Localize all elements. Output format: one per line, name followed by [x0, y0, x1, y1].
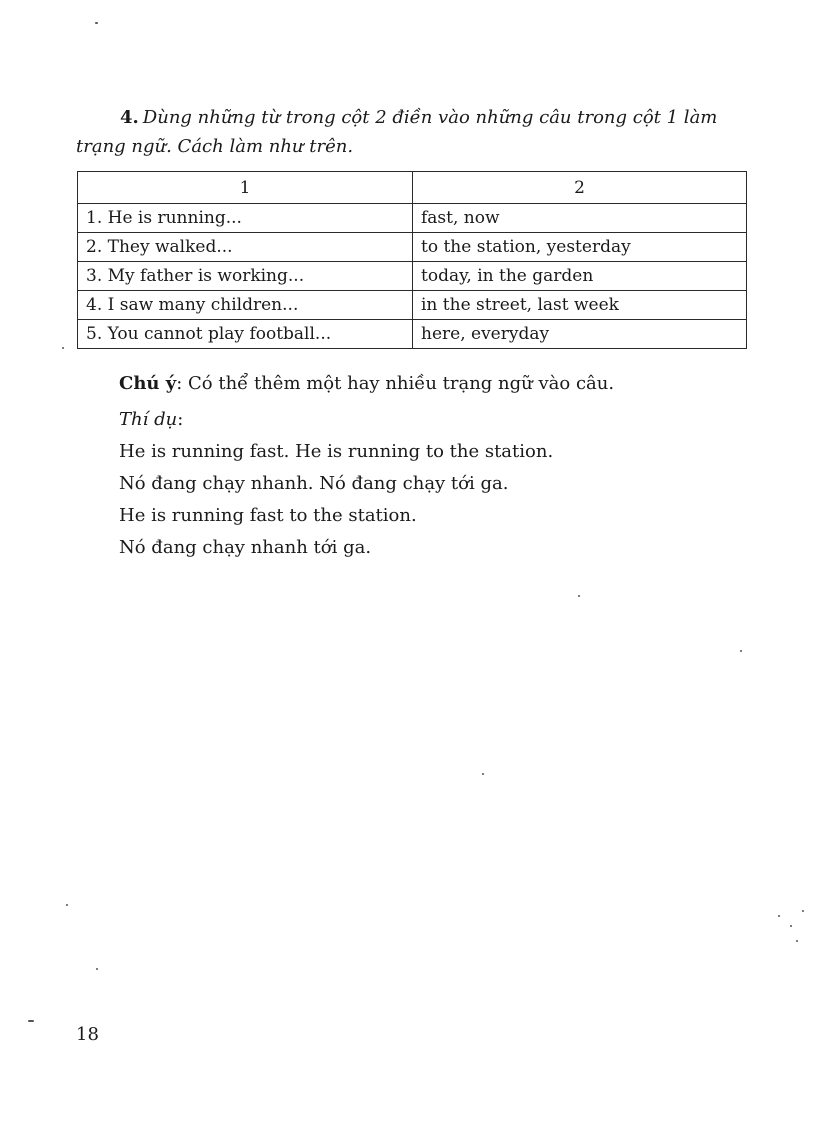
scan-speck [96, 968, 98, 970]
sentence-cell: 3. My father is working... [78, 262, 413, 291]
scan-speck [790, 925, 792, 927]
sentence-cell: 4. I saw many children... [78, 291, 413, 320]
scan-speck [796, 940, 798, 942]
exercise-table [77, 171, 747, 349]
sentence-cell: 5. You cannot play football... [78, 320, 413, 349]
note-paragraph [119, 368, 614, 400]
table-row [78, 320, 747, 349]
adverbial-cell: in the street, last week [413, 291, 747, 320]
scan-speck [28, 1020, 34, 1022]
scan-speck [778, 915, 780, 917]
example-label: Thí dụ [119, 409, 178, 430]
page-number: 18 [76, 1024, 99, 1045]
scan-speck [66, 904, 68, 906]
sentence-cell: 2. They walked... [78, 233, 413, 262]
scan-speck [95, 22, 98, 24]
table-row [78, 204, 747, 233]
note-label: Chú ý [119, 373, 177, 394]
table-header-row [78, 172, 747, 204]
scan-speck [62, 347, 64, 349]
table-row [78, 291, 747, 320]
scan-speck [802, 910, 804, 912]
adverbial-cell: fast, now [413, 204, 747, 233]
column-header-1: 1 [78, 172, 413, 204]
note-block [119, 368, 614, 564]
adverbial-cell: here, everyday [413, 320, 747, 349]
note-text: : Có thể thêm một hay nhiều trạng ngữ vào câu. [176, 373, 615, 394]
example-line: Nó đang chạy nhanh. Nó đang chạy tới ga. [119, 473, 509, 494]
exercise-instruction-text: Dùng những từ trong cột 2 điền vào những câu trong cột 1 làm trạng ngữ. Cách làm như trên. [76, 107, 718, 157]
example-line: Nó đang chạy nhanh tới ga. [119, 537, 372, 558]
exercise-number: 4. [120, 107, 139, 128]
example-heading [119, 404, 614, 436]
scan-speck [740, 650, 742, 652]
table-row [78, 262, 747, 291]
scan-speck [482, 773, 484, 775]
example-line: He is running fast. He is running to the station. [119, 441, 554, 462]
sentence-cell: 1. He is running... [78, 204, 413, 233]
example-line: He is running fast to the station. [119, 505, 417, 526]
scan-speck [578, 595, 580, 597]
column-header-2: 2 [413, 172, 747, 204]
adverbial-cell: today, in the garden [413, 262, 747, 291]
adverbial-cell: to the station, yesterday [413, 233, 747, 262]
table-row [78, 233, 747, 262]
exercise-instruction [76, 103, 752, 161]
example-colon: : [177, 409, 184, 430]
